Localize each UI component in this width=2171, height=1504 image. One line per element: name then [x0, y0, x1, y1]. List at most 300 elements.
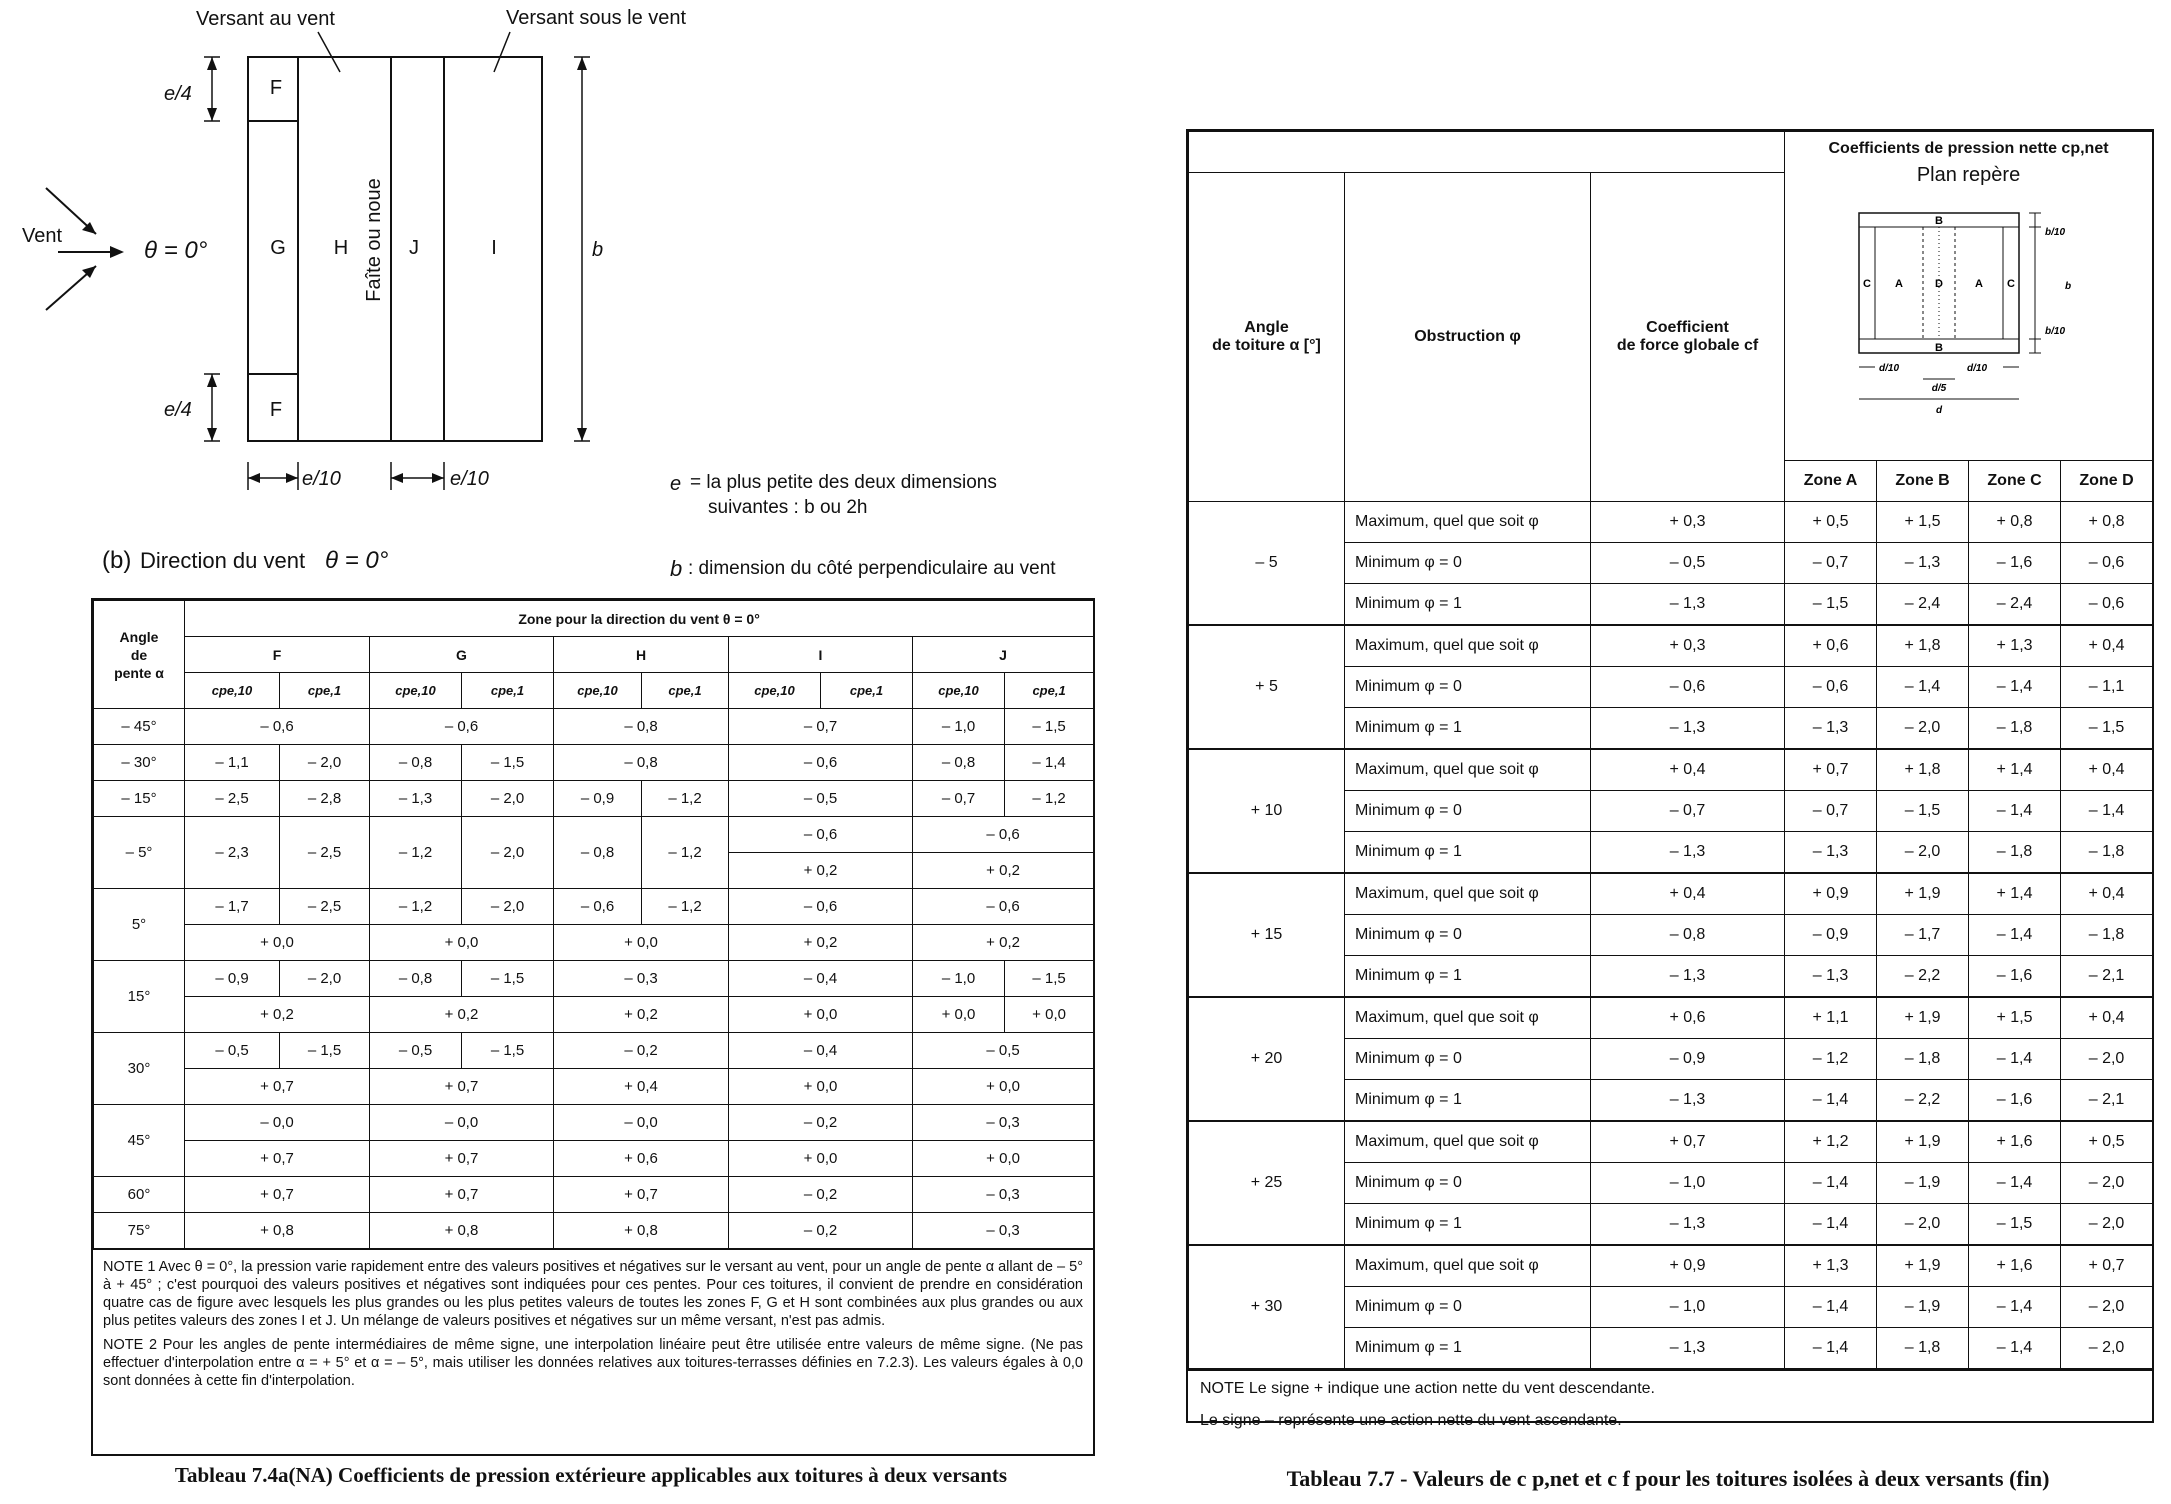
cell: – 1,3	[1785, 708, 1877, 750]
cell: + 0,7	[185, 1177, 370, 1213]
cell: + 0,2	[913, 925, 1094, 961]
cell: + 0,7	[370, 1177, 554, 1213]
cell: + 0,6	[1785, 625, 1877, 667]
svg-text:A: A	[1974, 278, 1983, 290]
subtitle-prefix: (b)	[102, 547, 132, 574]
cell: + 0,7	[1591, 1121, 1785, 1163]
row-angle: – 15°	[94, 781, 185, 817]
cell: + 0,8	[554, 1213, 729, 1249]
cell: – 2,0	[462, 889, 554, 925]
obstruction-label: Minimum φ = 0	[1345, 1163, 1591, 1204]
cell: – 2,0	[2061, 1039, 2153, 1080]
note-2: NOTE 2 Pour les angles de pente intermédiaires de même signe, une interpolation linéaire peut être utilisée entre valeurs de même signe. (Ne pas effectuer d'interpolation entre α = + 5° et α = – 5°, mais utiliser les données relatives aux toitures-terrasses définies en 7.2.3). Les valeurs égales à 0,0 sont données à cette fin d'interpolation.	[103, 1337, 1083, 1389]
cell: – 2,0	[1877, 708, 1969, 750]
cell: – 1,4	[1969, 1287, 2061, 1328]
cell: + 1,3	[1969, 625, 2061, 667]
row-angle: + 15	[1189, 873, 1345, 997]
obstruction-label: Minimum φ = 1	[1345, 1204, 1591, 1246]
cell: – 0,6	[554, 889, 642, 925]
cell: – 1,4	[1969, 915, 2061, 956]
cell: – 1,4	[1969, 1328, 2061, 1370]
obstruction-label: Minimum φ = 0	[1345, 667, 1591, 708]
cell: – 1,9	[1877, 1287, 1969, 1328]
svg-text:b/10: b/10	[2044, 326, 2065, 337]
subtitle-text: Direction du vent	[140, 548, 306, 573]
cell: – 1,3	[1785, 956, 1877, 998]
sub-cpe1: cpe,1	[280, 673, 370, 709]
row-angle: + 25	[1189, 1121, 1345, 1245]
header-plan-label: Plan repère	[1916, 164, 2021, 186]
row-angle: – 5°	[94, 817, 185, 889]
cell: + 0,8	[370, 1213, 554, 1249]
table-row	[94, 709, 1094, 745]
obstruction-label: Maximum, quel que soit φ	[1345, 873, 1591, 915]
cell: – 1,5	[1969, 1204, 2061, 1246]
cell: + 0,7	[2061, 1245, 2153, 1287]
row-angle: – 45°	[94, 709, 185, 745]
cell: – 1,0	[913, 709, 1005, 745]
cell: + 1,8	[1877, 749, 1969, 791]
cell: + 1,9	[1877, 873, 1969, 915]
header-coef-net-label: Coefficients de pression nette cp,net	[1828, 140, 2109, 157]
cell: + 0,2	[729, 925, 913, 961]
table-row	[94, 1033, 1094, 1069]
cell: – 0,8	[370, 961, 462, 997]
cell: – 1,3	[1591, 584, 1785, 626]
cell: – 1,5	[462, 961, 554, 997]
cell: + 0,9	[1785, 873, 1877, 915]
cell: + 0,7	[370, 1141, 554, 1177]
roof-outline	[248, 57, 542, 441]
cell: – 1,8	[2061, 915, 2153, 956]
cell: + 0,7	[554, 1177, 729, 1213]
cell: – 1,5	[462, 1033, 554, 1069]
table-row	[94, 1177, 1094, 1213]
cell: – 2,2	[1877, 956, 1969, 998]
cell: – 1,8	[2061, 832, 2153, 874]
zone-j: J	[409, 237, 419, 259]
cell: – 0,2	[554, 1033, 729, 1069]
cell: – 0,8	[370, 745, 462, 781]
cell: – 0,6	[2061, 543, 2153, 584]
caption-table-7-4a: Tableau 7.4a(NA) Coefficients de pression extérieure applicables aux toitures à deux versants	[174, 1463, 1008, 1487]
cell: + 1,9	[1877, 1245, 1969, 1287]
cell: – 2,0	[2061, 1163, 2153, 1204]
cell: – 2,3	[185, 817, 280, 889]
table-notes-b	[1188, 1370, 2152, 1439]
sub-cpe1: cpe,1	[1005, 673, 1094, 709]
cell: + 1,5	[1877, 502, 1969, 543]
cell: – 0,2	[729, 1177, 913, 1213]
cell: – 2,0	[1877, 1204, 1969, 1246]
note-b-1: NOTE Le signe + indique une action nette du vent descendante.	[1200, 1380, 1655, 1397]
svg-text:d/10: d/10	[1878, 363, 1899, 374]
cell: – 0,0	[185, 1105, 370, 1141]
sub-cpe10: cpe,10	[554, 673, 642, 709]
cell: – 1,4	[1785, 1287, 1877, 1328]
table-row	[94, 745, 1094, 781]
cell: – 1,3	[1591, 1204, 1785, 1246]
cell: – 1,8	[1877, 1039, 1969, 1080]
table-row	[1189, 625, 2153, 667]
header-zone-g: G	[370, 637, 554, 673]
cell: – 1,3	[1785, 832, 1877, 874]
legend-b-text: : dimension du côté perpendiculaire au vent	[688, 558, 1056, 579]
cell: – 1,5	[280, 1033, 370, 1069]
header-zone-j: J	[913, 637, 1094, 673]
cell: + 0,0	[554, 925, 729, 961]
table-row	[1189, 1245, 2153, 1287]
cell: – 0,8	[554, 745, 729, 781]
cell: – 0,8	[554, 709, 729, 745]
dim-e10-left: e/10	[302, 468, 341, 490]
row-angle: + 30	[1189, 1245, 1345, 1369]
cell: + 0,8	[2061, 502, 2153, 543]
cell: + 0,0	[913, 997, 1005, 1033]
table-row	[94, 1213, 1094, 1249]
cell: – 1,4	[1969, 1039, 2061, 1080]
cell: – 1,0	[913, 961, 1005, 997]
obstruction-label: Minimum φ = 1	[1345, 708, 1591, 750]
table-net-pressure	[1186, 129, 2154, 1429]
obstruction-label: Maximum, quel que soit φ	[1345, 997, 1591, 1039]
table-row	[94, 889, 1094, 925]
svg-text:d/5: d/5	[1931, 383, 1946, 394]
cell: – 0,6	[2061, 584, 2153, 626]
header-zone-a: Zone A	[1785, 461, 1877, 502]
note-1: NOTE 1 Avec θ = 0°, la pression varie rapidement entre des valeurs positives et négatives sur le versant au vent, pour un angle de pente α allant de – 5° à + 45° ; c'est pourquoi des valeurs positives et négatives sont indiquées pour ces pentes. Pour ces toitures, il convient de prendre en considération quatre cas de figure avec lesquels les plus grandes ou les plus petites valeurs de toutes les zones F, G et H sont combinées aux plus grandes ou aux plus petites valeurs des zones I et J. Un mélange de valeurs positives et négatives sur un même versant, n'est pas admis.	[103, 1259, 1083, 1329]
svg-text:C: C	[1862, 278, 1871, 290]
cell: – 1,3	[370, 781, 462, 817]
cell: – 1,6	[1969, 956, 2061, 998]
cell: + 0,4	[1591, 749, 1785, 791]
cell: – 0,0	[370, 1105, 554, 1141]
sub-cpe1: cpe,1	[642, 673, 729, 709]
header-zone: Zone pour la direction du vent θ = 0°	[185, 601, 1094, 637]
cell: + 0,0	[913, 1069, 1094, 1105]
header-angle: Angle de pente α	[94, 601, 185, 709]
cell: – 0,6	[913, 889, 1094, 925]
cell: + 0,0	[185, 925, 370, 961]
label-wind: Vent	[22, 225, 63, 247]
cell: – 2,0	[2061, 1287, 2153, 1328]
table-row	[94, 781, 1094, 817]
sub-cpe1: cpe,1	[462, 673, 554, 709]
cell: – 0,3	[913, 1177, 1094, 1213]
cell: + 1,5	[1969, 997, 2061, 1039]
cell: – 2,8	[280, 781, 370, 817]
cell: + 0,2	[729, 853, 913, 889]
cell: – 0,2	[729, 1213, 913, 1249]
cell: – 2,0	[280, 961, 370, 997]
svg-text:b: b	[2064, 281, 2071, 292]
cell: + 0,0	[370, 925, 554, 961]
row-angle: 45°	[94, 1105, 185, 1177]
wind-arrow-icon	[110, 246, 124, 258]
cell: + 0,6	[554, 1141, 729, 1177]
svg-text:d: d	[1935, 405, 1942, 416]
row-angle: – 5	[1189, 502, 1345, 626]
header-zone-f: F	[185, 637, 370, 673]
obstruction-label: Minimum φ = 1	[1345, 584, 1591, 626]
obstruction-label: Minimum φ = 0	[1345, 791, 1591, 832]
obstruction-label: Minimum φ = 0	[1345, 915, 1591, 956]
table-row	[94, 1069, 1094, 1105]
cell: – 1,8	[1969, 832, 2061, 874]
cell: + 0,4	[554, 1069, 729, 1105]
cell: + 1,2	[1785, 1121, 1877, 1163]
row-angle: 75°	[94, 1213, 185, 1249]
dim-e4-top: e/4	[164, 83, 192, 105]
table-row	[94, 961, 1094, 997]
table-notes	[93, 1249, 1093, 1404]
legend-b-symbol: b	[670, 556, 683, 581]
cell: – 1,7	[185, 889, 280, 925]
cell: – 0,8	[554, 817, 642, 889]
cell: – 2,0	[1877, 832, 1969, 874]
cell: + 0,0	[913, 1141, 1094, 1177]
cell: – 1,3	[1591, 956, 1785, 998]
svg-text:D: D	[1934, 278, 1943, 290]
legend-e-text2: suivantes : b ou 2h	[708, 497, 868, 518]
cell: – 0,6	[729, 817, 913, 853]
cell: + 0,2	[370, 997, 554, 1033]
table-row	[1189, 997, 2153, 1039]
cell: – 1,4	[1785, 1080, 1877, 1122]
cell: – 0,9	[185, 961, 280, 997]
cell: – 2,1	[2061, 1080, 2153, 1122]
dim-e10-right: e/10	[450, 468, 489, 490]
table-external-pressure	[91, 598, 1095, 1456]
cell: – 2,0	[2061, 1328, 2153, 1370]
cell: + 0,7	[185, 1069, 370, 1105]
cell: + 0,4	[2061, 873, 2153, 915]
zone-f-bottom: F	[269, 399, 283, 421]
sub-cpe10: cpe,10	[913, 673, 1005, 709]
cell: – 1,5	[2061, 708, 2153, 750]
cell: + 1,8	[1877, 625, 1969, 667]
obstruction-label: Maximum, quel que soit φ	[1345, 749, 1591, 791]
cell: – 1,8	[1877, 1328, 1969, 1370]
cell: – 2,1	[2061, 956, 2153, 998]
cell: + 0,5	[1785, 502, 1877, 543]
dim-b: b	[592, 239, 604, 261]
cell: – 1,9	[1877, 1163, 1969, 1204]
obstruction-label: Minimum φ = 1	[1345, 1080, 1591, 1122]
caption-table-7-7: Tableau 7.7 - Valeurs de c p,net et c f pour les toitures isolées à deux versants (fin)	[1286, 1466, 2050, 1491]
row-angle: + 5	[1189, 625, 1345, 749]
table-row	[1189, 873, 2153, 915]
cell: – 0,8	[913, 745, 1005, 781]
cell: – 1,4	[2061, 791, 2153, 832]
cell: + 1,9	[1877, 997, 1969, 1039]
cell: – 0,6	[729, 889, 913, 925]
cell: – 1,0	[1591, 1287, 1785, 1328]
cell: + 0,4	[2061, 997, 2153, 1039]
cell: – 0,6	[185, 709, 370, 745]
cell: – 0,5	[185, 1033, 280, 1069]
cell: – 1,4	[1877, 667, 1969, 708]
cell: – 1,2	[1005, 781, 1094, 817]
row-angle: 5°	[94, 889, 185, 961]
row-angle: + 20	[1189, 997, 1345, 1121]
cell: – 1,4	[1785, 1328, 1877, 1370]
table-row	[1189, 749, 2153, 791]
cell: – 2,2	[1877, 1080, 1969, 1122]
row-angle: 60°	[94, 1177, 185, 1213]
cell: – 0,4	[729, 961, 913, 997]
header-cf: Coefficient de force globale cf	[1591, 173, 1785, 502]
cell: – 0,5	[913, 1033, 1094, 1069]
legend-e-text: = la plus petite des deux dimensions	[690, 472, 997, 493]
cell: – 2,0	[2061, 1204, 2153, 1246]
obstruction-label: Minimum φ = 1	[1345, 832, 1591, 874]
row-angle: 30°	[94, 1033, 185, 1105]
cell: – 0,5	[729, 781, 913, 817]
cell: + 0,7	[1785, 749, 1877, 791]
sub-cpe10: cpe,10	[370, 673, 462, 709]
obstruction-label: Maximum, quel que soit φ	[1345, 502, 1591, 543]
cell: – 1,3	[1591, 1328, 1785, 1370]
plan-reference-diagram	[1839, 193, 2099, 423]
cell: + 0,4	[1591, 873, 1785, 915]
obstruction-label: Minimum φ = 0	[1345, 1039, 1591, 1080]
cell: + 0,0	[729, 1141, 913, 1177]
header-zone-i: I	[729, 637, 913, 673]
cell: + 0,5	[2061, 1121, 2153, 1163]
header-zone-c: Zone C	[1969, 461, 2061, 502]
cell: – 2,0	[280, 745, 370, 781]
cell: + 0,8	[185, 1213, 370, 1249]
cell: – 2,5	[280, 889, 370, 925]
row-angle: + 10	[1189, 749, 1345, 873]
cell: – 1,8	[1969, 708, 2061, 750]
cell: – 1,5	[1005, 961, 1094, 997]
cell: – 2,4	[1969, 584, 2061, 626]
svg-text:B: B	[1934, 342, 1943, 354]
cell: + 0,9	[1591, 1245, 1785, 1287]
svg-text:C: C	[2006, 278, 2015, 290]
header-zone-d: Zone D	[2061, 461, 2153, 502]
obstruction-label: Maximum, quel que soit φ	[1345, 625, 1591, 667]
cell: – 2,0	[462, 817, 554, 889]
cell: + 0,4	[2061, 625, 2153, 667]
cell: – 0,7	[729, 709, 913, 745]
zone-g: G	[270, 237, 286, 259]
header-coef-net	[1785, 132, 2153, 461]
cell: – 1,5	[1005, 709, 1094, 745]
svg-text:B: B	[1934, 215, 1943, 227]
header-obstruction: Obstruction φ	[1345, 173, 1591, 502]
cell: – 1,1	[2061, 667, 2153, 708]
zone-f-top: F	[269, 77, 283, 99]
cell: – 0,6	[1785, 667, 1877, 708]
obstruction-label: Maximum, quel que soit φ	[1345, 1121, 1591, 1163]
obstruction-label: Minimum φ = 0	[1345, 543, 1591, 584]
cell: – 0,3	[554, 961, 729, 997]
cell: + 0,2	[554, 997, 729, 1033]
header-zone-h: H	[554, 637, 729, 673]
cell: + 1,9	[1877, 1121, 1969, 1163]
cell: – 1,5	[1877, 791, 1969, 832]
table-row	[94, 1105, 1094, 1141]
cell: – 0,6	[913, 817, 1094, 853]
cell: + 1,6	[1969, 1245, 2061, 1287]
ridge-label: Faîte ou noue	[363, 178, 385, 302]
cell: – 1,2	[642, 817, 729, 889]
cell: – 0,3	[913, 1105, 1094, 1141]
cell: + 0,7	[370, 1069, 554, 1105]
cell: – 0,9	[1785, 915, 1877, 956]
cell: – 0,8	[1591, 915, 1785, 956]
cell: – 2,5	[185, 781, 280, 817]
table-row	[94, 925, 1094, 961]
cell: + 0,2	[913, 853, 1094, 889]
cell: – 1,3	[1591, 1080, 1785, 1122]
cell: – 0,5	[370, 1033, 462, 1069]
cell: + 0,0	[729, 997, 913, 1033]
cell: – 0,7	[1785, 543, 1877, 584]
cell: + 1,3	[1785, 1245, 1877, 1287]
obstruction-label: Maximum, quel que soit φ	[1345, 1245, 1591, 1287]
zone-h: H	[333, 237, 349, 259]
cell: – 1,4	[1969, 791, 2061, 832]
cell: + 0,8	[1969, 502, 2061, 543]
zone-i: I	[491, 237, 497, 259]
cell: – 1,1	[185, 745, 280, 781]
cell: – 2,4	[1877, 584, 1969, 626]
cell: – 1,5	[462, 745, 554, 781]
obstruction-label: Minimum φ = 1	[1345, 1328, 1591, 1370]
label-windward-slope: Versant au vent	[196, 8, 335, 30]
cell: – 1,2	[370, 817, 462, 889]
cell: – 0,6	[729, 745, 913, 781]
cell: – 0,9	[554, 781, 642, 817]
cell: – 1,4	[1005, 745, 1094, 781]
table-row	[94, 817, 1094, 853]
cell: – 0,7	[1591, 791, 1785, 832]
cell: – 1,0	[1591, 1163, 1785, 1204]
cell: + 1,1	[1785, 997, 1877, 1039]
cell: – 0,5	[1591, 543, 1785, 584]
cell: – 0,4	[729, 1033, 913, 1069]
wind-zone-diagram	[0, 0, 1120, 600]
cell: – 1,6	[1969, 543, 2061, 584]
cell: – 2,0	[462, 781, 554, 817]
cell: + 0,3	[1591, 502, 1785, 543]
obstruction-label: Minimum φ = 0	[1345, 1287, 1591, 1328]
cell: + 0,4	[2061, 749, 2153, 791]
note-b-2: Le signe – représente une action nette du vent ascendante.	[1200, 1412, 1622, 1429]
cell: – 0,9	[1591, 1039, 1785, 1080]
obstruction-label: Minimum φ = 1	[1345, 956, 1591, 998]
table-row	[94, 1141, 1094, 1177]
cell: + 0,7	[185, 1141, 370, 1177]
svg-text:d/10: d/10	[1966, 363, 1987, 374]
cell: + 1,6	[1969, 1121, 2061, 1163]
cell: – 1,2	[1785, 1039, 1877, 1080]
cell: – 1,4	[1969, 667, 2061, 708]
cell: – 0,3	[913, 1213, 1094, 1249]
cell: – 1,2	[370, 889, 462, 925]
sub-cpe10: cpe,10	[729, 673, 821, 709]
cell: + 0,0	[1005, 997, 1094, 1033]
table-row	[1189, 1121, 2153, 1163]
cell: – 1,2	[642, 781, 729, 817]
table-row	[94, 997, 1094, 1033]
cell: – 1,4	[1785, 1204, 1877, 1246]
cell: – 0,7	[913, 781, 1005, 817]
